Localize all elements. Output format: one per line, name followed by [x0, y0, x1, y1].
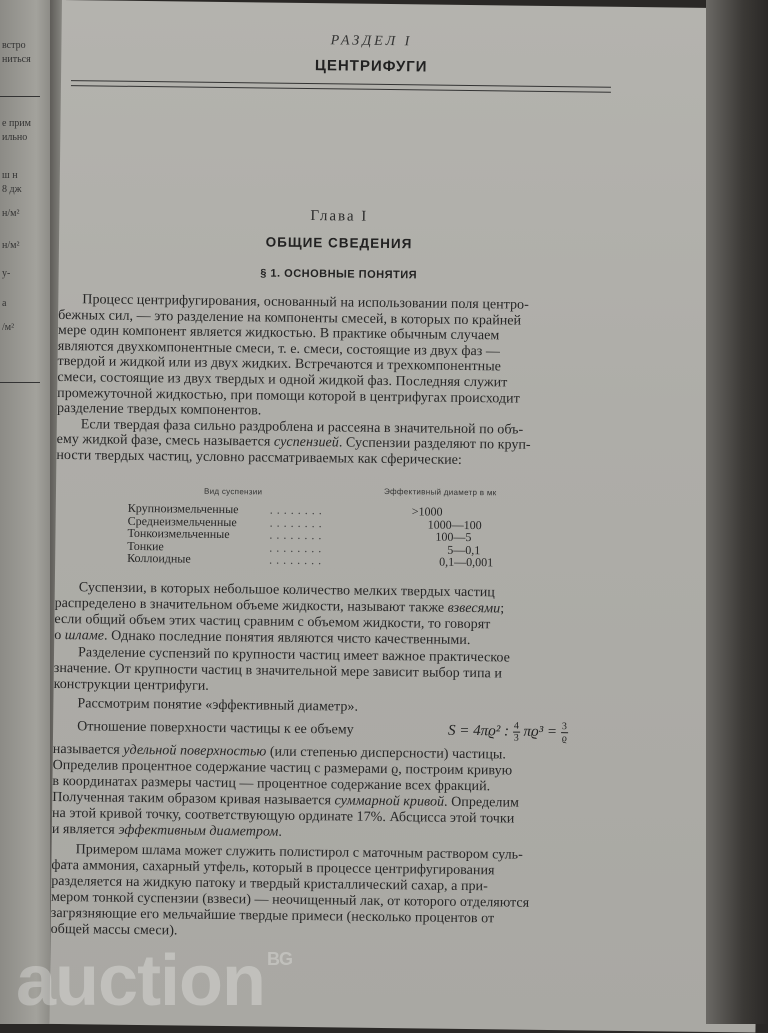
text-line: разделение твердых компонентов. — [56, 401, 262, 419]
text-line: Если твердая фаза сильно раздроблена и рассеяна в значительной по объ- — [80, 417, 524, 438]
leader-dots: ........ — [269, 515, 326, 530]
watermark-suffix: BG — [267, 949, 293, 969]
formula-fraction — [513, 721, 520, 744]
text-line: загрязняющие его мельчайшие твердые примеси (несколько процентов от — [50, 905, 495, 927]
suspension-type: Тонкоизмельченные — [127, 525, 230, 542]
leader-dots: ........ — [269, 502, 326, 518]
text-line: на этой кривой точку, соответствующую ординате 17%. Абсцисса этой точки — [51, 805, 515, 827]
text-line: разделяется на жидкую патоку и твердый кристаллический сахар, а при- — [51, 873, 488, 895]
margin-rule — [0, 382, 40, 383]
text-line: ности твердых частиц, условно рассматриваемых как сферические: — [56, 447, 462, 468]
right-background — [706, 0, 768, 1024]
text-line: Определив процентное содержание частиц с размерами ϱ, построим кривую — [52, 757, 513, 779]
text-line: если общий объем этих частиц сравним с объемом жидкости, то говорят — [54, 611, 491, 633]
auction-watermark — [16, 940, 292, 1022]
text-line: мере один компонент является жидкостью. В практике обычным случаем — [57, 323, 500, 344]
book-page — [49, 0, 767, 1033]
effective-diameter: 1000—100 — [427, 517, 482, 532]
fraction-denominator: 3 — [513, 732, 519, 744]
text-line: значение. От крупности частиц в значительной мере зависит выбор типа и — [53, 660, 503, 682]
text-line: Процесс центрифугирования, основанный на использовании поля центро- — [82, 292, 529, 313]
leader-dots: ........ — [269, 540, 326, 555]
fraction-numerator: 4 — [513, 720, 519, 732]
chapter-title: ОБЩИЕ СВЕДЕНИЯ — [265, 234, 413, 252]
previous-page-edge — [0, 0, 52, 1024]
formula-fraction — [561, 721, 568, 744]
text-line: Отношение поверхности частицы к ее объему — [77, 719, 354, 738]
suspension-type: Крупноизмельченные — [127, 500, 239, 517]
text-line: называется удельной поверхностью (или степенью дисперсности) частицы. — [52, 741, 507, 763]
text-line: мером тонкой суспензии (взвеси) — неочищенный лак, от которого отделяются — [50, 889, 530, 911]
paragraph-heading: § 1. ОСНОВНЫЕ ПОНЯТИЯ — [260, 267, 418, 282]
effective-diameter: 5—0,1 — [447, 542, 481, 557]
margin-fragment: ш н — [2, 170, 18, 181]
surface-volume-formula — [448, 720, 568, 744]
text-line: распределено в значительном объеме жидкости, называют также взвесями; — [54, 595, 505, 617]
text-line: промежуточной жидкостью, при помощи которой в центрифугах происходит — [57, 385, 520, 407]
formula-middle: πϱ³ = — [523, 723, 558, 741]
text-line: и является эффективным диаметром. — [51, 821, 283, 840]
suspension-type: Тонкие — [127, 538, 164, 553]
table-header-left: Вид суспензии — [203, 486, 263, 497]
watermark-text: auction — [16, 941, 266, 1021]
text-line: ему жидкой фазе, смесь называется суспензией. Суспензии разделяют по круп- — [56, 432, 531, 454]
suspension-type: Среднеизмельченные — [127, 513, 237, 529]
section-divider — [71, 80, 611, 93]
margin-fragment: ниться — [2, 54, 31, 65]
fraction-numerator: 3 — [561, 721, 568, 733]
margin-fragment: н/м² — [2, 240, 20, 251]
margin-fragment: /м² — [2, 322, 15, 333]
text-line: Суспензии, в которых небольшое количество мелких твердых частиц — [78, 580, 495, 601]
section-label: РАЗДЕЛ I — [330, 33, 413, 50]
margin-fragment: встро — [2, 40, 26, 51]
margin-fragment: ильно — [2, 132, 28, 143]
text-line: Разделение суспензий по крупности частиц имеет важное практическое — [77, 645, 511, 666]
table-header-right: Эффективный диаметр в мк — [383, 486, 497, 498]
margin-rule — [0, 96, 40, 97]
text-line: в координатах размеры частиц — процентное содержание всех фракций. — [52, 773, 491, 795]
text-line: Рассмотрим понятие «эффективный диаметр». — [77, 696, 359, 715]
text-line: фата аммония, сахарный утфель, который в процессе центрифугирования — [51, 857, 495, 879]
text-line: Примером шлама может служить полистирол с маточным раствором суль- — [75, 842, 523, 863]
suspension-type: Коллоидные — [127, 550, 191, 566]
effective-diameter: 100—5 — [435, 529, 472, 545]
text-line: бежных сил, — это разделение на компоненты смесей, в которых по крайней — [58, 307, 522, 329]
margin-fragment: а — [2, 298, 7, 309]
margin-fragment: е прим — [2, 118, 31, 129]
text-line: общей массы смеси). — [50, 921, 178, 939]
fraction-denominator: ϱ — [561, 733, 567, 745]
effective-diameter: 0,1—0,001 — [439, 554, 494, 570]
formula-lhs: S = 4πϱ² : — [448, 722, 510, 740]
text-line: смеси, состоящие из двух твердых и одной жидкой фаз. Последняя служит — [57, 369, 508, 391]
leader-dots: ........ — [269, 552, 326, 568]
margin-fragment: н/м² — [2, 208, 20, 219]
text-line: являются двухкомпонентные смеси, т. е. смеси, состоящие из двух фаз — — [57, 338, 501, 360]
text-line: твердой и жидкой или из двух жидких. Встречаются и трехкомпонентные — [57, 354, 502, 375]
chapter-label: Глава I — [310, 208, 369, 225]
effective-diameter: >1000 — [411, 504, 443, 519]
leader-dots: ........ — [269, 527, 326, 543]
margin-fragment: у- — [2, 268, 11, 279]
section-title: ЦЕНТРИФУГИ — [314, 57, 428, 76]
text-line: конструкции центрифуги. — [53, 676, 209, 694]
margin-fragment: 8 дж — [2, 184, 22, 195]
text-line: о шламе. Однако последние понятия являются чисто качественными. — [54, 627, 471, 649]
table-row — [127, 550, 494, 570]
text-line: Полученная таким образом кривая называется суммарной кривой. Определим — [52, 789, 520, 811]
